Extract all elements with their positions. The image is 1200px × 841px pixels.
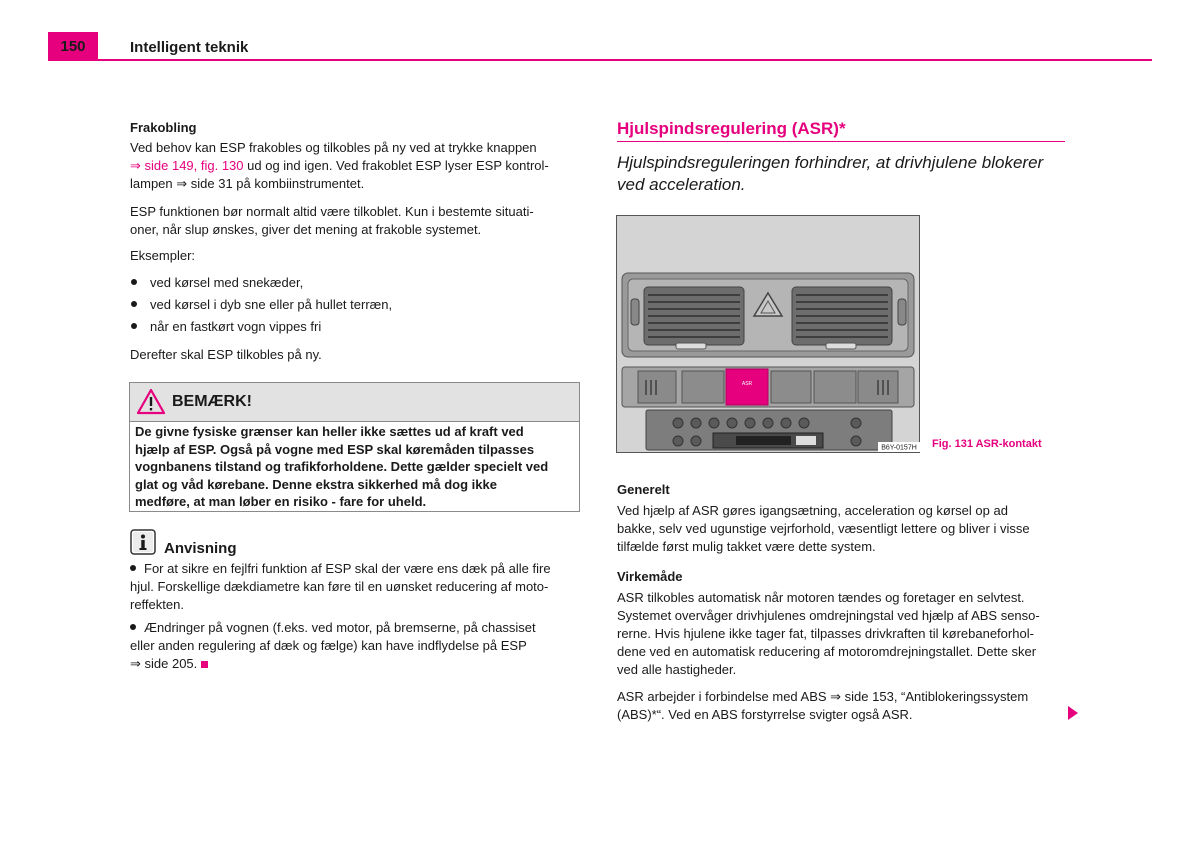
text-line: Ved behov kan ESP frakobles og tilkobles på ny ved at trykke knappen (130, 140, 537, 155)
text-span: Ændringer på vognen (f.eks. ved motor, på bremserne, på chassiset (144, 620, 536, 635)
text-line: glat og våd kørebane. Denne ekstra sikkerhed må dog ikke (135, 476, 497, 492)
text-line: hjul. Forskellige dækdiametre kan føre til en uønsket reducering af moto- (130, 579, 549, 594)
text-line: Hjulspindsreguleringen forhindrer, at drivhjulene blokerer (617, 153, 1044, 172)
asr-figure (616, 215, 920, 453)
text-line: ASR tilkobles automatisk når motoren tændes og foretager en selvtest. (617, 590, 1025, 605)
text-span: ⇒ side 205. (130, 656, 198, 671)
examples-label: Eksempler: (130, 248, 196, 263)
text-line: dene ved en automatisk reducering af motoromdrejningstallet. Dette sker (617, 644, 1037, 659)
text-line: (ABS)*“. Ved en ABS forstyrrelse svigter også ASR. (617, 707, 913, 722)
list-item (130, 319, 321, 334)
generelt-heading: Generelt (617, 482, 670, 497)
frakobling-heading: Frakobling (130, 120, 197, 135)
note-title: Anvisning (164, 540, 237, 557)
text-line: ESP funktionen bør normalt altid være tilkoblet. Kun i bestemte situati- (130, 204, 534, 219)
text-span: ud og ind igen. Ved frakoblet ESP lyser ESP kontrol- (243, 158, 549, 173)
list-item (130, 275, 303, 290)
abs-paragraph (617, 688, 1067, 724)
note-item (130, 619, 580, 673)
list-item-text: ved kørsel med snekæder, (150, 275, 304, 290)
text-line: reffekten. (130, 597, 184, 612)
info-icon (130, 529, 156, 555)
text-line: medføre, at man løber en risiko - fare for uheld. (135, 494, 427, 509)
next-page-arrow-icon[interactable] (1068, 706, 1078, 720)
virkemaade-paragraph (617, 589, 1067, 679)
text-line: eller anden regulering af dæk og fælge) kan have indflydelse på ESP (130, 638, 527, 653)
heading-rule (617, 141, 1065, 142)
esp-paragraph (130, 203, 580, 239)
text-line: oner, når slup ønskes, giver det mening at frakoble systemet. (130, 222, 482, 237)
list-item (130, 297, 392, 312)
list-item-text: når en fastkørt vogn vippes fri (150, 319, 322, 334)
frakobling-paragraph (130, 139, 580, 193)
text-line: ved acceleration. (617, 175, 746, 194)
text-line: lampen ⇒ side 31 på kombiinstrumentet. (130, 176, 365, 191)
end-square-icon (201, 661, 208, 668)
text-line: ASR arbejder i forbindelse med ABS ⇒ side 153, “Antiblokeringssystem (617, 689, 1029, 704)
warning-title: BEMÆRK! (172, 393, 252, 410)
text-line (130, 655, 580, 673)
text-line: bakke, selv ved ugunstige vejrforhold, væsentligt lettere og bliver i visse (617, 521, 1030, 536)
note-item (130, 560, 580, 614)
generelt-paragraph (617, 502, 1067, 556)
asr-heading: Hjulspindsregulering (ASR)* (617, 119, 846, 138)
text-line: ved alle hastigheder. (617, 662, 737, 677)
text-line: tilfælde først mulig takket være dette system. (617, 539, 876, 554)
bullet-icon (131, 323, 137, 329)
page-link[interactable]: ⇒ side 149, fig. 130 (130, 158, 244, 173)
text-span: For at sikre en fejlfri funktion af ESP skal der være ens dæk på alle fire (144, 561, 551, 576)
figure-caption: Fig. 131 ASR-kontakt (932, 438, 1042, 450)
text-line: Systemet overvåger drivhjulenes omdrejningstal ved hjælp af ABS senso- (617, 608, 1040, 623)
bullet-icon (131, 301, 137, 307)
warning-header (130, 383, 579, 422)
asr-lead (617, 152, 1077, 196)
page-number: 150 (60, 38, 86, 55)
text-line (130, 619, 580, 637)
figure-code: B6Y-0157H (881, 444, 917, 452)
bullet-icon (130, 565, 136, 571)
text-line: vognbanens tilstand og trafikforholdene. Dette gælder specielt ved (135, 459, 549, 474)
text-line: De givne fysiske grænser kan heller ikke sættes ud af kraft ved (135, 424, 524, 439)
text-line: rerne. Hvis hjulene ikke tager fat, tilpasses drivkraften til kørebaneforhol- (617, 626, 1034, 641)
warning-triangle-icon (136, 388, 166, 415)
text-line (130, 157, 580, 175)
warning-box (129, 382, 580, 512)
virkemaade-heading: Virkemåde (617, 569, 683, 584)
text-line: hjælp af ESP. Også på vogne med ESP skal køremåden tilpasses (135, 441, 535, 457)
bullet-icon (131, 279, 137, 285)
after-text: Derefter skal ESP tilkobles på ny. (130, 347, 322, 362)
section-title: Intelligent teknik (130, 39, 249, 56)
asr-button-label: ASR (741, 381, 753, 387)
list-item-text: ved kørsel i dyb sne eller på hullet terræn, (150, 297, 393, 312)
text-line: Ved hjælp af ASR gøres igangsætning, acceleration og kørsel op ad (617, 503, 1008, 518)
text-line (130, 560, 580, 578)
header-rule (48, 59, 1152, 61)
bullet-icon (130, 624, 136, 630)
warning-text (135, 423, 575, 511)
